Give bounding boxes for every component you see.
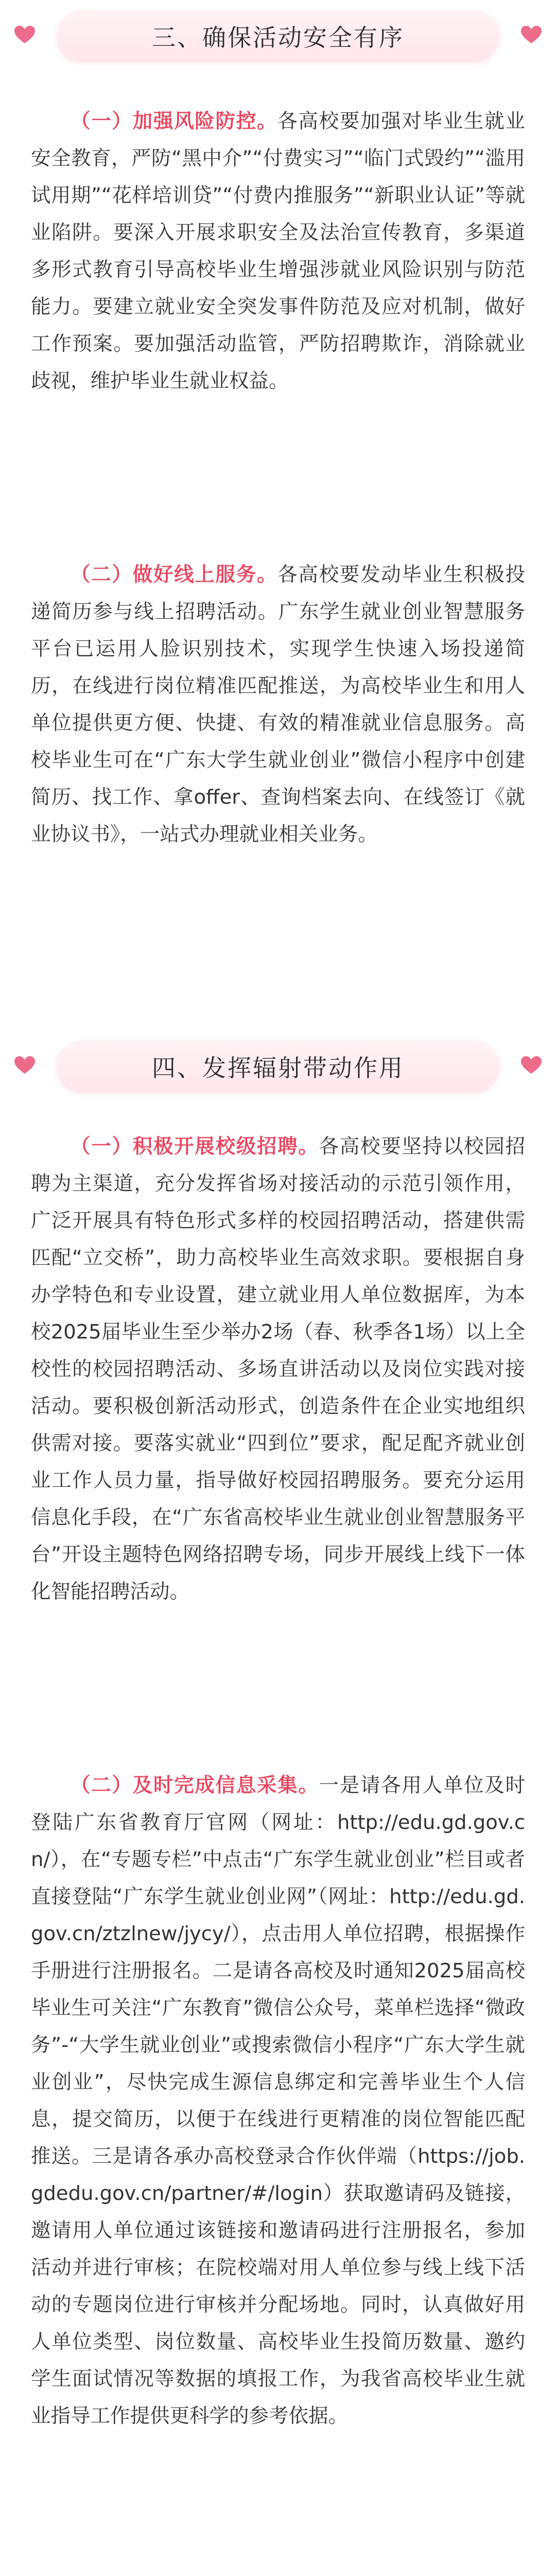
section-4-title: 四、发挥辐射带动作用 bbox=[152, 1054, 404, 1082]
heart-icon bbox=[14, 1056, 35, 1077]
section-3-title: 三、确保活动安全有序 bbox=[152, 24, 404, 52]
heart-icon bbox=[14, 26, 35, 46]
paragraph-risk-control bbox=[31, 103, 525, 400]
paragraph-heading: （二）做好线上服务。 bbox=[71, 563, 278, 586]
paragraph-campus-recruitment bbox=[31, 1128, 525, 1611]
paragraph-heading: （一）加强风险防控。 bbox=[71, 110, 278, 133]
paragraph-online-service bbox=[31, 556, 525, 853]
section-4-banner bbox=[57, 1041, 499, 1092]
paragraph-text: 各高校要加强对毕业生就业安全教育，严防“黑中介”“付费实习”“临门式毁约”“滥用试用期”“花样培训贷”“付费内推服务”“新职业认证”等就业陷阱。要深入开展求职安全及法治宣传教育，多渠道多形式教育引导高校毕业生增强涉就业风险识别与防范能力。要建立就业安全突发事件防范及应对机制，做好工作预案。要加强活动监管，严防招聘欺诈，消除就业歧视，维护毕业生就业权益。 bbox=[31, 110, 525, 393]
heart-icon bbox=[521, 26, 542, 46]
paragraph-heading: （一）积极开展校级招聘。 bbox=[71, 1135, 319, 1158]
heart-icon bbox=[521, 1056, 542, 1077]
section-3-banner bbox=[57, 10, 499, 62]
paragraph-text: 各高校要发动毕业生积极投递简历参与线上招聘活动。广东学生就业创业智慧服务平台已运用人脸识别技术，实现学生快速入场投递简历，在线进行岗位精准匹配推送，为高校毕业生和用人单位提供更方便、快捷、有效的精准就业信息服务。高校毕业生可在“广东大学生就业创业”微信小程序中创建简历、找工作、拿offer、查询档案去向、在线签订《就业协议书》，一站式办理就业相关业务。 bbox=[31, 563, 525, 846]
paragraph-text: 一是请各用人单位及时登陆广东省教育厅官网（网址：http://edu.gd.gov.cn/），在“专题专栏”中点击“广东学生就业创业”栏目或者直接登陆“广东学生就业创业网”（网址：http://edu.gd.gov.cn/ztzlnew/jycy/），点击用人单位招聘，根据操作手册进行注册报名。二是请各高校及时通知2025届高校毕业生可关注“广东教育”微信公众号，菜单栏选择“微政务”-“大学生就业创业”或搜索微信小程序“广东大学生就业创业”，尽快完成生源信息绑定和完善毕业生个人信息，提交简历，以便于在线进行更精准的岗位智能匹配推送。三是请各承办高校登录合作伙伴端（https://job.gdedu.gov.cn/partner/#/login）获取邀请码及链接，邀请用人单位通过该链接和邀请码进行注册报名，参加活动并进行审核；在院校端对用人单位参与线上线下活动的专题岗位进行审核并分配场地。同时，认真做好用人单位类型、岗位数量、高校毕业生投简历数量、邀约学生面试情况等数据的填报工作，为我省高校毕业生就业指导工作提供更科学的参考依据。 bbox=[31, 1774, 525, 2428]
paragraph-info-collection bbox=[31, 1767, 525, 2435]
paragraph-text: 各高校要坚持以校园招聘为主渠道，充分发挥省场对接活动的示范引领作用，广泛开展具有特色形式多样的校园招聘活动，搭建供需匹配“立交桥”，助力高校毕业生高效求职。要根据自身办学特色和专业设置，建立就业用人单位数据库，为本校2025届毕业生至少举办2场（春、秋季各1场）以上全校性的校园招聘活动、多场直讲活动以及岗位实践对接活动。要积极创新活动形式，创造条件在企业实地组织供需对接。要落实就业“四到位”要求，配足配齐就业创业工作人员力量，指导做好校园招聘服务。要充分运用信息化手段，在“广东省高校毕业生就业创业智慧服务平台”开设主题特色网络招聘专场，同步开展线上线下一体化智能招聘活动。 bbox=[31, 1135, 525, 1603]
paragraph-heading: （二）及时完成信息采集。 bbox=[71, 1774, 319, 1797]
